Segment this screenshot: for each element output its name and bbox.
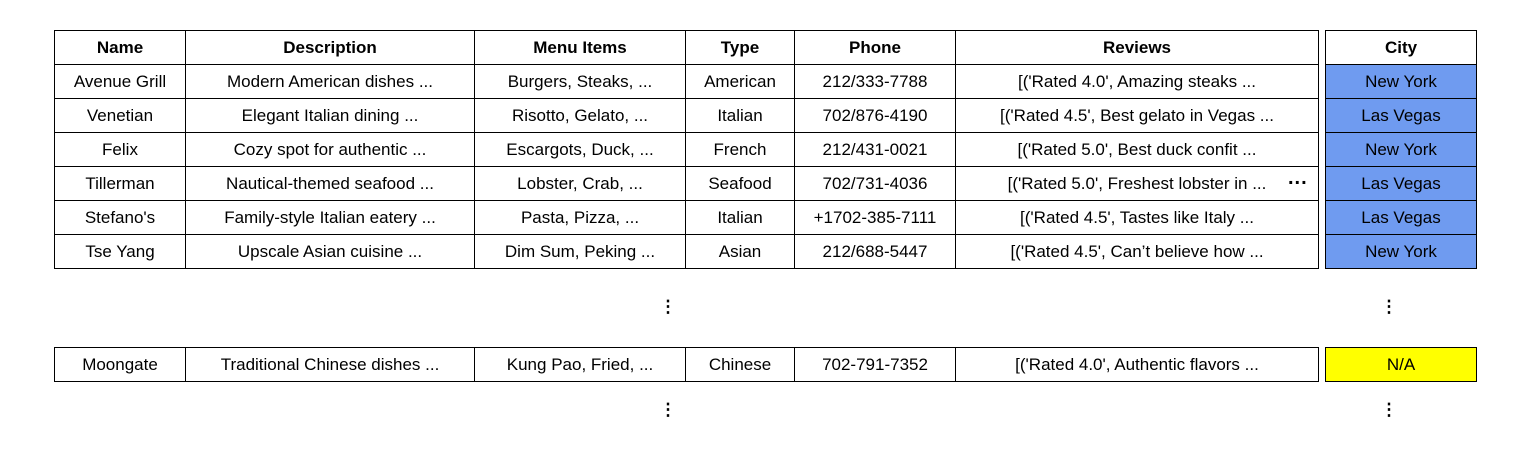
table-row	[55, 65, 1319, 99]
cell-description: Upscale Asian cuisine ...	[186, 235, 475, 269]
column-header-name: Name	[55, 31, 186, 65]
second-city-table	[1325, 347, 1477, 382]
city-row	[1326, 65, 1477, 99]
cell-phone: 212/333-7788	[795, 65, 956, 99]
cell-city: New York	[1326, 133, 1477, 167]
cell-type: French	[686, 133, 795, 167]
cell-city-na: N/A	[1326, 348, 1477, 382]
cell-reviews: [('Rated 4.5', Best gelato in Vegas ...	[956, 99, 1319, 133]
cell-name: Avenue Grill	[55, 65, 186, 99]
cell-phone: +1702-385-7111	[795, 201, 956, 235]
cell-reviews: [('Rated 4.0', Amazing steaks ...	[956, 65, 1319, 99]
restaurants-table	[54, 30, 1319, 269]
cell-reviews: [('Rated 4.5', Tastes like Italy ...	[956, 201, 1319, 235]
cell-phone: 702/876-4190	[795, 99, 956, 133]
city-row	[1326, 348, 1477, 382]
cell-description: Cozy spot for authentic ...	[186, 133, 475, 167]
cell-reviews: [('Rated 5.0', Freshest lobster in ...	[956, 167, 1319, 201]
cell-name: Moongate	[55, 348, 186, 382]
cell-type: Chinese	[686, 348, 795, 382]
cell-city: Las Vegas	[1326, 167, 1477, 201]
city-header-row	[1326, 31, 1477, 65]
column-header-type: Type	[686, 31, 795, 65]
table-row	[55, 99, 1319, 133]
vertical-ellipsis-right-upper: ⋮	[1380, 297, 1399, 320]
city-row	[1326, 167, 1477, 201]
cell-city: Las Vegas	[1326, 99, 1477, 133]
vertical-ellipsis-left-upper: ⋮	[659, 297, 678, 320]
cell-city: Las Vegas	[1326, 201, 1477, 235]
cell-type: Italian	[686, 201, 795, 235]
cell-description: Modern American dishes ...	[186, 65, 475, 99]
cell-name: Tse Yang	[55, 235, 186, 269]
city-row	[1326, 235, 1477, 269]
cell-type: American	[686, 65, 795, 99]
cell-city: New York	[1326, 235, 1477, 269]
cell-description: Nautical-themed seafood ...	[186, 167, 475, 201]
cell-type: Italian	[686, 99, 795, 133]
column-header-description: Description	[186, 31, 475, 65]
cell-menu-items: Lobster, Crab, ...	[475, 167, 686, 201]
second-restaurant-table	[54, 347, 1319, 382]
cell-city: New York	[1326, 65, 1477, 99]
cell-reviews: [('Rated 5.0', Best duck confit ...	[956, 133, 1319, 167]
cell-phone: 212/431-0021	[795, 133, 956, 167]
cell-name: Felix	[55, 133, 186, 167]
horizontal-ellipsis-main: ...	[1288, 167, 1308, 189]
column-header-reviews: Reviews	[956, 31, 1319, 65]
cell-phone: 702/731-4036	[795, 167, 956, 201]
vertical-ellipsis-left-lower: ⋮	[659, 400, 678, 423]
cell-name: Stefano's	[55, 201, 186, 235]
cell-reviews: [('Rated 4.5', Can’t believe how ...	[956, 235, 1319, 269]
cell-description: Family-style Italian eatery ...	[186, 201, 475, 235]
cell-description: Traditional Chinese dishes ...	[186, 348, 475, 382]
cell-menu-items: Risotto, Gelato, ...	[475, 99, 686, 133]
cell-menu-items: Escargots, Duck, ...	[475, 133, 686, 167]
table-row	[55, 167, 1319, 201]
cell-name: Venetian	[55, 99, 186, 133]
column-header-menu-items: Menu Items	[475, 31, 686, 65]
cell-reviews: [('Rated 4.0', Authentic flavors ...	[956, 348, 1319, 382]
cell-name: Tillerman	[55, 167, 186, 201]
table-row	[55, 348, 1319, 382]
column-header-city: City	[1326, 31, 1477, 65]
cell-phone: 212/688-5447	[795, 235, 956, 269]
city-table	[1325, 30, 1477, 269]
table-header-row	[55, 31, 1319, 65]
column-header-phone: Phone	[795, 31, 956, 65]
city-row	[1326, 133, 1477, 167]
cell-phone: 702-791-7352	[795, 348, 956, 382]
cell-menu-items: Dim Sum, Peking ...	[475, 235, 686, 269]
cell-type: Asian	[686, 235, 795, 269]
table-row	[55, 201, 1319, 235]
cell-type: Seafood	[686, 167, 795, 201]
city-row	[1326, 99, 1477, 133]
table-row	[55, 133, 1319, 167]
cell-menu-items: Kung Pao, Fried, ...	[475, 348, 686, 382]
cell-description: Elegant Italian dining ...	[186, 99, 475, 133]
cell-menu-items: Pasta, Pizza, ...	[475, 201, 686, 235]
cell-menu-items: Burgers, Steaks, ...	[475, 65, 686, 99]
vertical-ellipsis-right-lower: ⋮	[1380, 400, 1399, 423]
city-row	[1326, 201, 1477, 235]
table-row	[55, 235, 1319, 269]
